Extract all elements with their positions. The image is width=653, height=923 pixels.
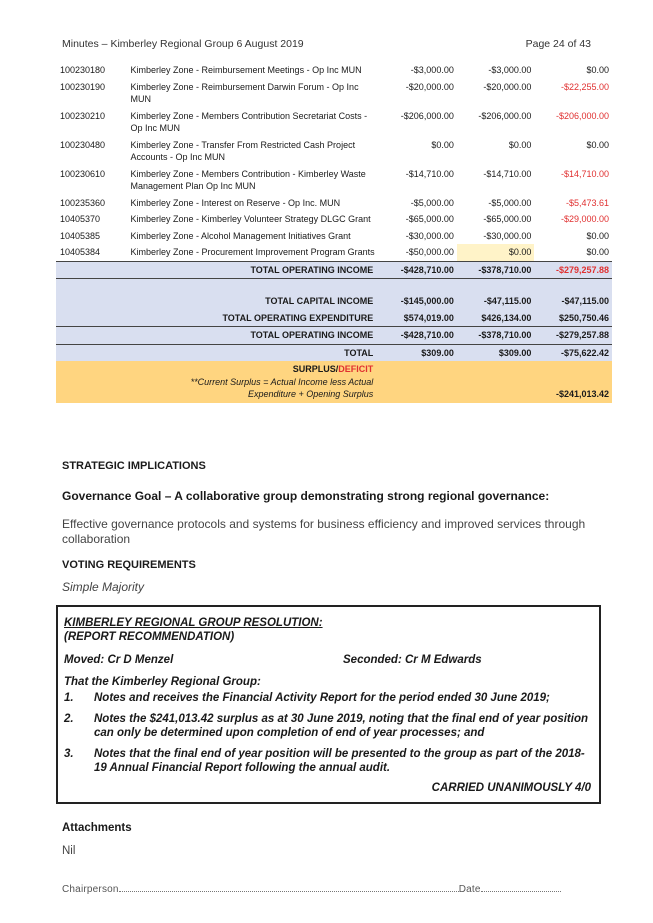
item-number: 2. xyxy=(64,713,74,725)
table-body xyxy=(56,62,612,403)
budget-value: -$5,000.00 xyxy=(410,197,454,208)
table-row xyxy=(56,108,612,137)
budget-value: -$3,000.00 xyxy=(410,65,454,75)
table-row xyxy=(56,244,612,261)
actual-value: -$206,000.00 xyxy=(555,110,609,121)
table-row xyxy=(56,211,612,228)
resolution-item xyxy=(64,747,588,775)
revised-budget-value: -$65,000.00 xyxy=(483,214,532,224)
account-description: Kimberley Zone - Interest on Reserve - Op Inc. MUN xyxy=(130,197,341,208)
budget-value: -$20,000.00 xyxy=(405,81,454,92)
item-text: Notes the $241,013.42 surplus as at 30 June 2019, noting that the final end of year position can only be determined upon completion of end of year processes; and xyxy=(94,713,589,739)
item-number: 1. xyxy=(64,692,74,704)
account-code: 100230190 xyxy=(60,81,106,92)
summary-label: TOTAL OPERATING INCOME xyxy=(128,327,380,345)
table-row xyxy=(56,137,612,166)
item-text: Notes that the final end of year position will be presented to the group as part of the 2018-19 Annual Financial Report following the annual audit. xyxy=(94,748,585,774)
account-description: Kimberley Zone - Reimbursement Darwin Forum - Op Inc MUN xyxy=(130,81,359,104)
document-title: Minutes – Kimberley Regional Group 6 August 2019 xyxy=(62,38,304,50)
budget-value: -$30,000.00 xyxy=(405,230,454,241)
financial-table xyxy=(56,62,612,403)
blank-cell xyxy=(56,293,128,310)
carried-status: CARRIED UNANIMOUSLY 4/0 xyxy=(431,782,591,794)
budget-value: $0.00 xyxy=(431,139,454,150)
account-code: 10405384 xyxy=(60,247,101,257)
attachments-heading: Attachments xyxy=(62,822,132,834)
actual-value: $0.00 xyxy=(586,65,609,75)
revised-budget-value: -$206,000.00 xyxy=(478,110,532,121)
blank-cell xyxy=(56,361,128,403)
actual-value: $0.00 xyxy=(586,139,609,150)
total-revised: -$378,710.00 xyxy=(457,261,535,279)
grand-total-actual: -$75,622.42 xyxy=(534,344,612,361)
revised-budget-value: -$30,000.00 xyxy=(483,230,532,241)
summary-row xyxy=(56,327,612,345)
table-row xyxy=(56,79,612,108)
grand-total-label: TOTAL xyxy=(128,344,380,361)
actual-value: $0.00 xyxy=(586,230,609,241)
summary-budget: $574,019.00 xyxy=(379,310,457,327)
resolution-intro: That the Kimberley Regional Group: xyxy=(64,676,261,688)
resolution-item xyxy=(64,712,588,740)
governance-goal-heading: Governance Goal – A collaborative group demonstrating strong regional governance: xyxy=(62,489,550,503)
date-line xyxy=(481,883,561,892)
account-description: Kimberley Zone - Kimberley Volunteer Strategy DLGC Grant xyxy=(130,214,371,224)
grand-total-row xyxy=(56,344,612,361)
item-text: Notes and receives the Financial Activity Report for the period ended 30 June 2019; xyxy=(94,692,550,704)
summary-budget: -$428,710.00 xyxy=(379,327,457,345)
total-budget: -$428,710.00 xyxy=(379,261,457,279)
surplus-note-line-1: **Current Surplus = Actual Income less Actual xyxy=(190,376,374,387)
actual-value: -$22,255.00 xyxy=(560,81,609,92)
summary-revised: $426,134.00 xyxy=(457,310,535,327)
account-code: 10405370 xyxy=(60,214,101,224)
summary-actual: $250,750.46 xyxy=(534,310,612,327)
summary-actual: -$47,115.00 xyxy=(534,293,612,310)
summary-label: TOTAL CAPITAL INCOME xyxy=(128,293,380,310)
total-operating-income-row xyxy=(56,261,612,279)
attachments-text: Nil xyxy=(62,845,76,857)
surplus-label-cell xyxy=(128,361,380,403)
grand-total-revised: $309.00 xyxy=(457,344,535,361)
total-actual: -$279,257.88 xyxy=(534,261,612,279)
revised-budget-value: -$5,000.00 xyxy=(488,197,532,208)
summary-revised: -$47,115.00 xyxy=(457,293,535,310)
item-number: 3. xyxy=(64,748,74,760)
resolution-subtitle: (REPORT RECOMMENDATION) xyxy=(64,631,235,643)
account-description: Kimberley Zone - Reimbursement Meetings - Op Inc MUN xyxy=(130,65,362,75)
revised-budget-value: $0.00 xyxy=(508,139,532,150)
table-row xyxy=(56,166,612,195)
page-header xyxy=(62,38,591,50)
surplus-note-line-2: Expenditure + Opening Surplus xyxy=(247,389,374,399)
budget-value: -$206,000.00 xyxy=(400,110,454,121)
resolution-title: KIMBERLEY REGIONAL GROUP RESOLUTION: xyxy=(64,617,323,629)
page-number: Page 24 of 43 xyxy=(525,38,591,50)
revised-budget-value: -$20,000.00 xyxy=(483,81,532,92)
resolution-items xyxy=(64,691,588,782)
blank-cell xyxy=(56,327,128,345)
blank-cell xyxy=(457,361,535,403)
revised-budget-value: -$3,000.00 xyxy=(488,65,532,75)
account-code: 100230480 xyxy=(60,139,106,150)
summary-row xyxy=(56,293,612,310)
grand-total-budget: $309.00 xyxy=(379,344,457,361)
account-description: Kimberley Zone - Alcohol Management Initiatives Grant xyxy=(130,230,351,241)
chairperson-signature-line xyxy=(119,883,459,892)
account-code: 100230210 xyxy=(60,110,106,121)
chairperson-label: Chairperson xyxy=(62,884,119,895)
summary-row xyxy=(56,310,612,327)
surplus-label: SURPLUS/ xyxy=(292,364,339,374)
blank-cell xyxy=(379,361,457,403)
blank-cell xyxy=(56,261,128,279)
summary-budget: -$145,000.00 xyxy=(379,293,457,310)
date-label: Date xyxy=(458,884,481,895)
actual-value: -$29,000.00 xyxy=(560,214,609,224)
seconded-by: Seconded: Cr M Edwards xyxy=(343,654,482,666)
budget-value: -$65,000.00 xyxy=(405,214,454,224)
budget-value: -$50,000.00 xyxy=(405,247,454,257)
account-code: 10405385 xyxy=(60,230,101,241)
account-description: Kimberley Zone - Members Contribution Secretariat Costs - Op Inc MUN xyxy=(130,110,368,133)
signature-footer xyxy=(62,883,561,895)
surplus-value: -$241,013.42 xyxy=(534,361,612,403)
summary-label: TOTAL OPERATING EXPENDITURE xyxy=(128,310,380,327)
table-row xyxy=(56,62,612,79)
blank-cell xyxy=(56,344,128,361)
summary-actual: -$279,257.88 xyxy=(534,327,612,345)
table-row xyxy=(56,195,612,212)
moved-by: Moved: Cr D Menzel xyxy=(64,654,174,666)
voting-requirement-text: Simple Majority xyxy=(62,580,145,594)
actual-value: -$5,473.61 xyxy=(565,197,609,208)
account-code: 100235360 xyxy=(60,197,106,208)
resolution-item xyxy=(64,691,588,705)
resolution-box xyxy=(56,605,601,804)
strategic-implications-heading: STRATEGIC IMPLICATIONS xyxy=(62,460,206,472)
total-label: TOTAL OPERATING INCOME xyxy=(128,261,380,279)
voting-requirements-heading: VOTING REQUIREMENTS xyxy=(62,559,196,571)
budget-value: -$14,710.00 xyxy=(405,168,454,179)
deficit-label: DEFICIT xyxy=(338,364,374,374)
actual-value: $0.00 xyxy=(586,247,609,257)
account-description: Kimberley Zone - Members Contribution - Kimberley Waste Management Plan Op Inc MUN xyxy=(130,168,366,191)
surplus-row xyxy=(56,361,612,403)
blank-cell xyxy=(56,310,128,327)
revised-budget-value: -$14,710.00 xyxy=(483,168,532,179)
spacer-row xyxy=(56,279,612,294)
surplus-deficit-title xyxy=(131,363,374,376)
account-code: 100230180 xyxy=(60,65,106,75)
table-row xyxy=(56,228,612,245)
account-description: Kimberley Zone - Transfer From Restricted Cash Project Accounts - Op Inc MUN xyxy=(130,139,356,162)
summary-revised: -$378,710.00 xyxy=(457,327,535,345)
account-code: 100230610 xyxy=(60,168,106,179)
actual-value: -$14,710.00 xyxy=(560,168,609,179)
revised-budget-value: $0.00 xyxy=(457,244,535,261)
account-description: Kimberley Zone - Procurement Improvement Program Grants xyxy=(130,247,375,257)
governance-goal-text: Effective governance protocols and systems for business efficiency and improved services through collaboration xyxy=(62,517,586,546)
